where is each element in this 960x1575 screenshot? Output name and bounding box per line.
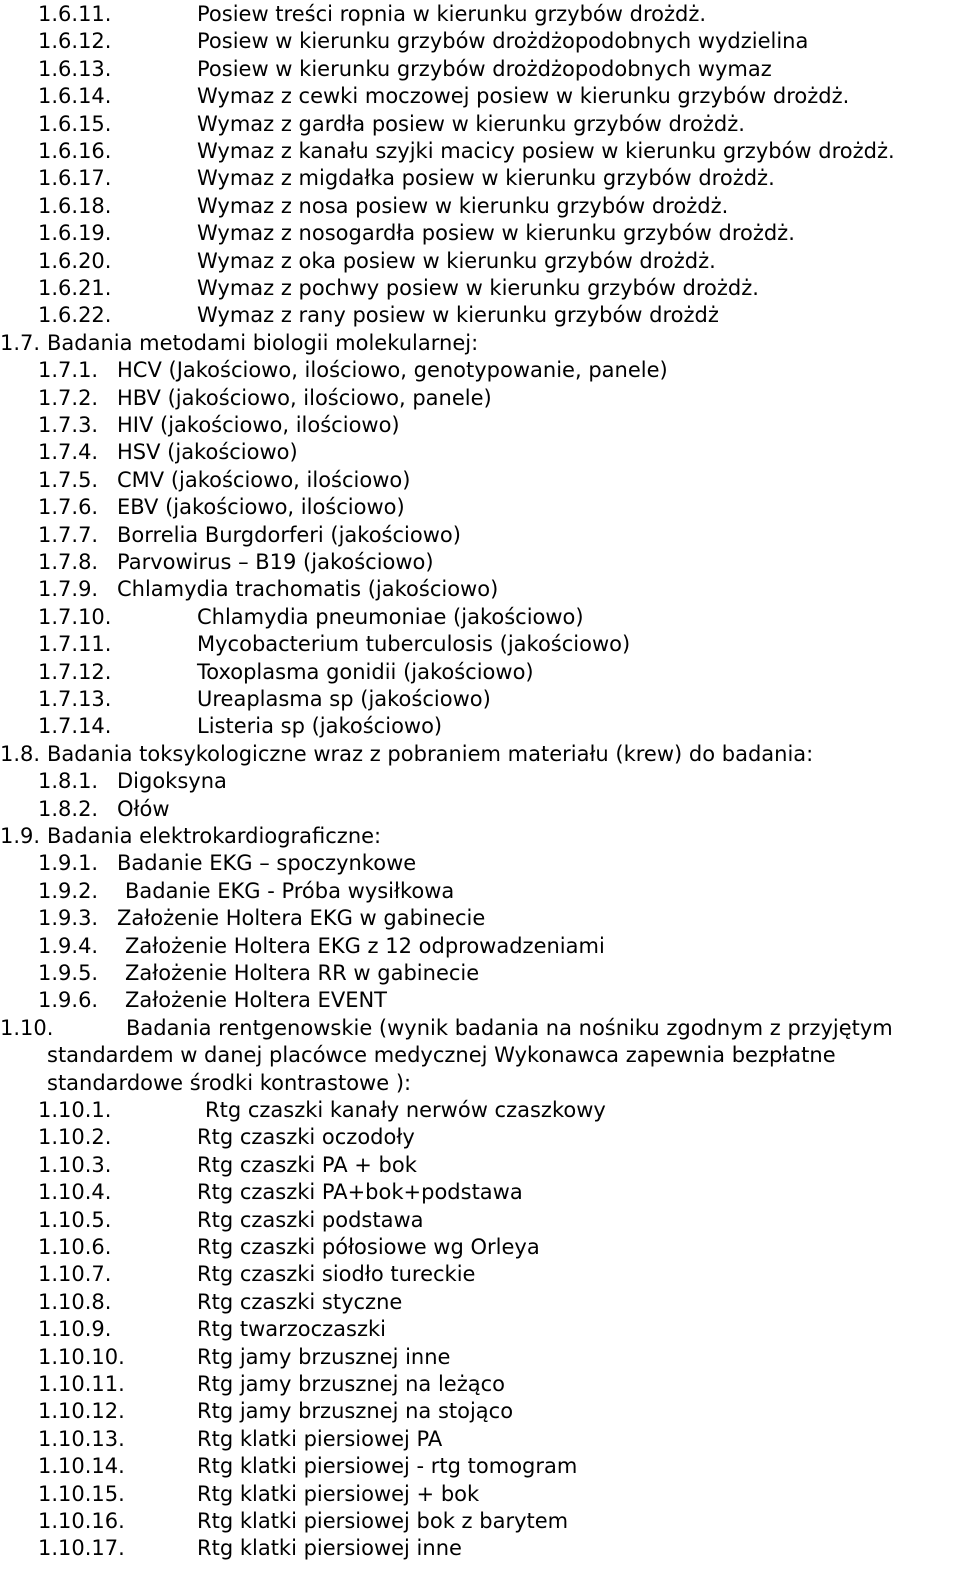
item-text: EBV (jakościowo, ilościowo) [117,495,405,520]
item-text: Badania metodami biologii molekularnej: [47,330,479,355]
document-line [0,1344,960,1371]
item-number: 1.10.11. [38,1372,125,1396]
document-line [0,1124,960,1151]
item-text: Borrelia Burgdorferi (jakościowo) [117,522,461,547]
item-text: standardem w danej placówce medycznej Wykonawca zapewnia bezpłatne [47,1043,836,1068]
item-text: Badanie EKG - Próba wysiłkowa [125,878,455,903]
document-line [0,905,960,932]
document-line [0,1152,960,1179]
item-number: 1.7. [0,330,41,355]
document-line [0,768,960,795]
document-line [0,83,960,110]
item-number: 1.6.17. [38,166,112,191]
item-text: Ołów [117,796,170,821]
item-number: 1.7.10. [38,604,112,629]
document-line [0,686,960,713]
document-line [0,302,960,329]
item-text: Posiew treści ropnia w kierunku grzybów drożdż. [197,2,707,26]
item-number: 1.7.1. [38,358,99,383]
item-text: Rtg klatki piersiowej - rtg tomogram [197,1454,578,1479]
item-text: Wymaz z nosogardła posiew w kierunku grzybów drożdż. [197,221,795,246]
item-text: standardowe środki kontrastowe ): [47,1070,412,1095]
item-number: 1.10.14. [38,1454,125,1479]
item-text: Wymaz z pochwy posiew w kierunku grzybów drożdż. [197,276,759,300]
item-number: 1.7.9. [38,577,99,602]
document-line [0,604,960,631]
item-text: Badania toksykologiczne wraz z pobraniem materiału (krew) do badania: [47,741,814,766]
item-text: Rtg twarzoczaszki [197,1317,387,1342]
document-line [0,659,960,686]
item-number: 1.6.22. [38,303,112,328]
item-text: Rtg klatki piersiowej PA [197,1426,443,1451]
item-number: 1.8.1. [38,769,99,794]
item-text: Wymaz z oka posiew w kierunku grzybów drożdż. [197,248,716,273]
document-line [0,1508,960,1535]
item-text: Założenie Holtera RR w gabinecie [125,961,480,985]
item-text: Rtg klatki piersiowej bok z barytem [197,1509,569,1533]
item-text: Parvowirus – B19 (jakościowo) [117,550,434,574]
document-line [0,439,960,466]
item-number: 1.7.14. [38,714,112,739]
item-number: 1.6.12. [38,29,112,54]
document-line [0,1015,960,1042]
document-line [0,220,960,247]
document-line [0,138,960,165]
item-text: Mycobacterium tuberculosis (jakościowo) [197,632,631,657]
document-line [0,522,960,549]
document-line [0,987,960,1014]
document-line [0,385,960,412]
item-text: Posiew w kierunku grzybów drożdżopodobnych wymaz [197,56,772,81]
item-text: Rtg jamy brzusznej inne [197,1344,451,1369]
document-line [0,56,960,83]
item-text: Rtg czaszki półosiowe wg Orleya [197,1235,540,1259]
item-number: 1.8.2. [38,796,99,821]
item-number: 1.10.2. [38,1125,112,1150]
item-text: Wymaz z nosa posiew w kierunku grzybów drożdż. [197,193,729,218]
item-number: 1.10.13. [38,1426,125,1451]
item-text: Wymaz z gardła posiew w kierunku grzybów drożdż. [197,111,745,136]
item-text: Wymaz z cewki moczowej posiew w kierunku grzybów drożdż. [197,84,850,109]
item-number: 1.6.16. [38,139,112,163]
document-line [0,1207,960,1234]
item-number: 1.10.17. [38,1536,125,1561]
item-number: 1.7.7. [38,522,99,547]
item-text: Rtg jamy brzusznej na stojąco [197,1399,514,1424]
document-line [0,1042,960,1069]
item-number: 1.10.8. [38,1289,112,1314]
item-text: Wymaz z rany posiew w kierunku grzybów drożdż [197,303,719,328]
document-line [0,960,960,987]
item-number: 1.6.15. [38,111,112,136]
item-text: HBV (jakościowo, ilościowo, panele) [117,385,492,410]
item-text: Rtg czaszki PA + bok [197,1152,417,1177]
item-number: 1.7.13. [38,687,112,711]
document-line [0,741,960,768]
document-line [0,412,960,439]
document-line [0,467,960,494]
item-number: 1.9.1. [38,851,99,876]
item-text: Wymaz z kanału szyjki macicy posiew w kierunku grzybów drożdż. [197,139,895,163]
item-number: 1.6.11. [38,2,112,26]
document-line [0,111,960,138]
item-number: 1.10.4. [38,1180,112,1205]
item-text: Założenie Holtera EKG w gabinecie [117,906,486,931]
document-line [0,1,960,28]
document-line [0,1289,960,1316]
item-number: 1.6.14. [38,84,112,109]
item-number: 1.7.5. [38,467,99,492]
item-text: Rtg klatki piersiowej + bok [197,1481,480,1506]
document-line [0,1426,960,1453]
item-text: Założenie Holtera EKG z 12 odprowadzeniami [125,933,605,958]
item-text: HIV (jakościowo, ilościowo) [117,413,400,437]
item-text: Toxoplasma gonidii (jakościowo) [197,659,534,684]
document-line [0,1261,960,1288]
item-text: Rtg czaszki styczne [197,1289,403,1314]
document-line [0,1234,960,1261]
item-text: HSV (jakościowo) [117,440,298,465]
item-text: Digoksyna [117,769,227,794]
item-number: 1.9.3. [38,906,99,931]
item-text: CMV (jakościowo, ilościowo) [117,467,411,492]
item-text: Rtg czaszki siodło tureckie [197,1262,476,1287]
document-line [0,713,960,740]
item-number: 1.9.2. [38,878,99,903]
document-line [0,494,960,521]
item-text: Chlamydia trachomatis (jakościowo) [117,577,499,602]
item-number: 1.9.6. [38,988,99,1013]
item-number: 1.10.5. [38,1207,112,1232]
document-line [0,330,960,357]
document-line [0,1070,960,1097]
item-number: 1.10.7. [38,1262,112,1287]
item-text: Chlamydia pneumoniae (jakościowo) [197,604,584,629]
item-number: 1.8. [0,741,41,766]
document-line [0,1398,960,1425]
item-text: Rtg czaszki PA+bok+podstawa [197,1180,523,1205]
item-number: 1.7.3. [38,413,99,437]
item-number: 1.10.3. [38,1152,112,1177]
document-line [0,1371,960,1398]
document-line [0,1316,960,1343]
document-line [0,165,960,192]
item-text: HCV (Jakościowo, ilościowo, genotypowanie, panele) [117,358,668,383]
item-text: Rtg klatki piersiowej inne [197,1536,462,1561]
document-line [0,1179,960,1206]
document-line [0,850,960,877]
document-line [0,576,960,603]
item-text: Wymaz z migdałka posiew w kierunku grzybów drożdż. [197,166,775,191]
document-line [0,248,960,275]
item-number: 1.9.4. [38,933,99,958]
item-number: 1.6.20. [38,248,112,273]
item-number: 1.7.2. [38,385,99,410]
item-text: Posiew w kierunku grzybów drożdżopodobnych wydzielina [197,29,809,54]
document-line [0,1097,960,1124]
item-number: 1.10.10. [38,1344,125,1369]
document-line [0,878,960,905]
document-line [0,28,960,55]
item-number: 1.6.13. [38,56,112,81]
item-text: Założenie Holtera EVENT [125,988,387,1013]
item-text: Rtg czaszki oczodoły [197,1125,415,1150]
item-number: 1.10.1. [38,1098,112,1122]
document-line [0,1535,960,1562]
document-line [0,275,960,302]
item-number: 1.7.4. [38,440,99,465]
item-text: Badanie EKG – spoczynkowe [117,851,417,876]
document-line [0,631,960,658]
item-number: 1.10.9. [38,1317,112,1342]
document-line [0,357,960,384]
item-number: 1.6.19. [38,221,112,246]
item-number: 1.7.11. [38,632,112,657]
document-line [0,933,960,960]
document-line [0,193,960,220]
item-number: 1.7.8. [38,550,99,574]
item-number: 1.10.15. [38,1481,125,1506]
document-line [0,1481,960,1508]
item-text: Ureaplasma sp (jakościowo) [197,687,491,711]
item-text: Rtg jamy brzusznej na leżąco [197,1372,505,1396]
item-number: 1.10.6. [38,1235,112,1259]
item-text: Listeria sp (jakościowo) [197,714,443,739]
item-text: Rtg czaszki kanały nerwów czaszkowy [205,1098,606,1122]
item-number: 1.9.5. [38,961,99,985]
item-number: 1.10. [0,1015,54,1040]
document-line [0,823,960,850]
item-number: 1.10.12. [38,1399,125,1424]
item-number: 1.6.21. [38,276,112,300]
item-number: 1.7.12. [38,659,112,684]
document-line [0,796,960,823]
item-number: 1.10.16. [38,1509,125,1533]
item-text: Badania elektrokardiograficzne: [47,824,382,848]
item-number: 1.6.18. [38,193,112,218]
item-number: 1.7.6. [38,495,99,520]
document-line [0,1453,960,1480]
item-number: 1.9. [0,824,41,848]
item-text: Rtg czaszki podstawa [197,1207,424,1232]
document-line [0,549,960,576]
item-text: Badania rentgenowskie (wynik badania na nośniku zgodnym z przyjętym [126,1015,893,1040]
